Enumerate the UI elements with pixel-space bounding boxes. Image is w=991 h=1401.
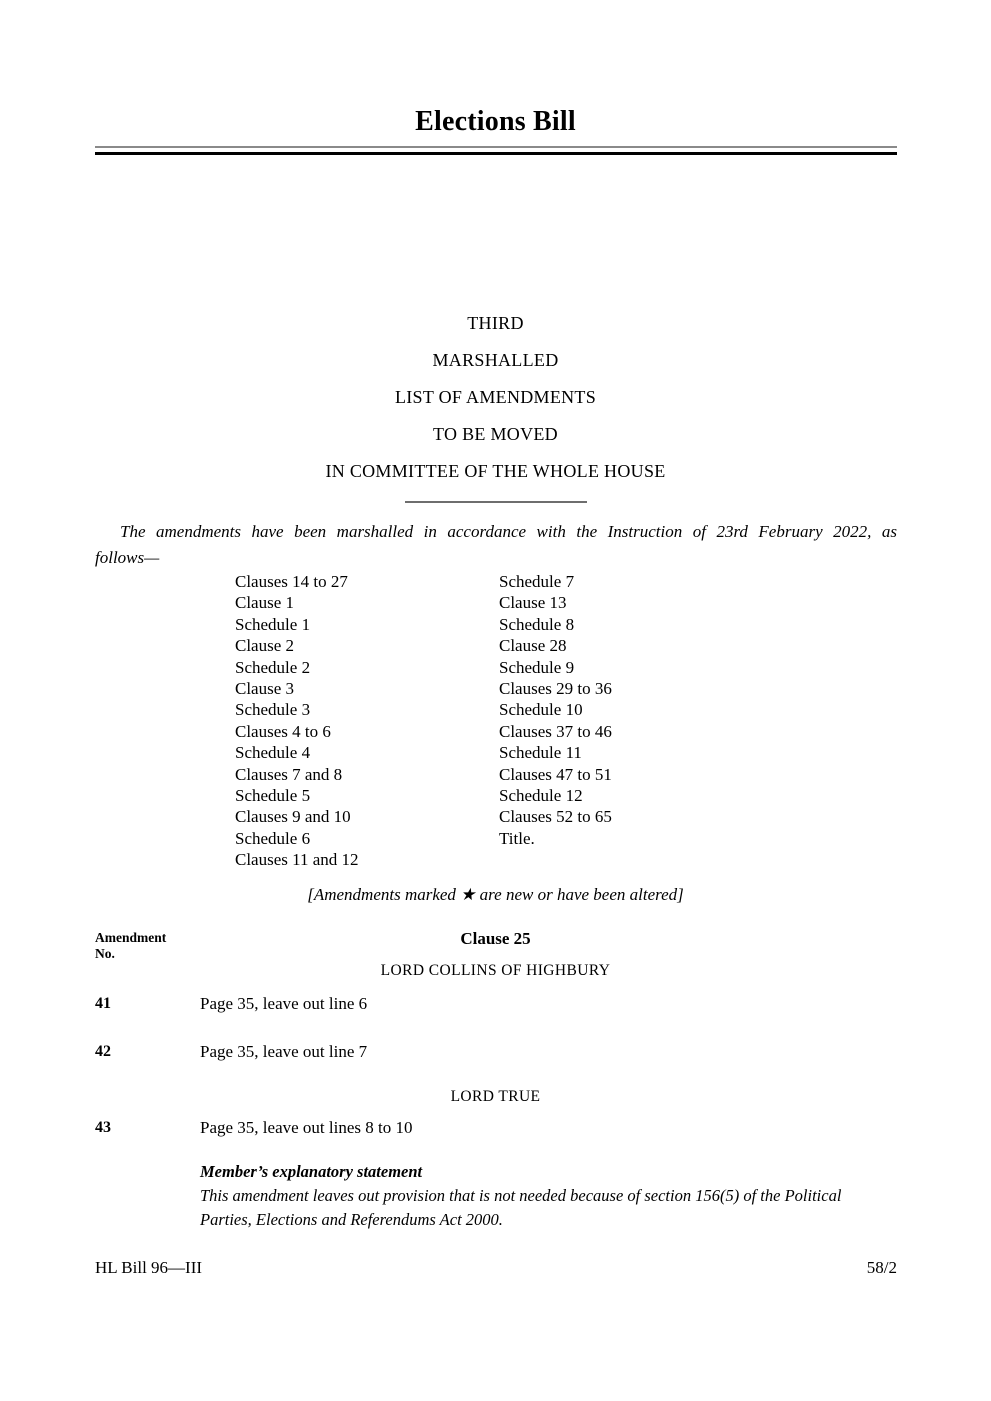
page-title: Elections Bill [415, 106, 576, 137]
marshalling-note-line: follows— [95, 548, 160, 567]
heading-block [0, 305, 991, 490]
bill-reference: HL Bill 96—III [95, 1258, 203, 1277]
marshalling-note [95, 519, 897, 571]
order-item: Schedule 4 [235, 743, 311, 763]
amendment-number: 43 [95, 1119, 111, 1136]
order-item: Title. [499, 828, 535, 848]
amendment-text: Page 35, leave out line 6 [200, 994, 368, 1013]
marshalling-note-line: The amendments have been marshalled in accordance with the Instruction of 23rd February 2022, as [120, 522, 897, 541]
mover-name: LORD TRUE [450, 1088, 541, 1105]
order-item: Schedule 11 [499, 743, 582, 763]
order-item: Clauses 9 and 10 [235, 807, 351, 827]
order-item: Clause 28 [499, 636, 567, 656]
heading-line: MARSHALLED [432, 350, 559, 370]
order-item: Schedule 3 [235, 700, 311, 720]
heading-line: LIST OF AMENDMENTS [394, 387, 597, 407]
order-item: Clause 1 [235, 593, 295, 613]
order-column-left [235, 571, 359, 871]
order-item: Schedule 9 [499, 657, 575, 677]
amendment-text: Page 35, leave out line 7 [200, 1042, 368, 1061]
order-item: Schedule 2 [235, 657, 311, 677]
order-item: Schedule 6 [235, 828, 311, 848]
order-item: Clause 2 [235, 636, 295, 656]
amendment-number: 41 [95, 995, 111, 1012]
order-item: Clause 3 [235, 679, 295, 699]
clause-header [0, 929, 991, 961]
amendment-row [0, 994, 991, 1016]
order-item: Clauses 11 and 12 [235, 850, 359, 870]
explanatory-statement [200, 1160, 855, 1232]
order-item: Schedule 10 [499, 700, 583, 720]
star-note: [Amendments marked ★ are new or have been altered] [307, 885, 684, 904]
page-code: 58/2 [866, 1258, 897, 1277]
amendment-number: 42 [95, 1043, 111, 1060]
heading-line: IN COMMITTEE OF THE WHOLE HOUSE [325, 461, 666, 481]
order-item: Clauses 52 to 65 [499, 807, 612, 827]
explanatory-statement-heading: Member’s explanatory statement [200, 1162, 423, 1181]
order-item: Clauses 4 to 6 [235, 721, 331, 741]
clause-title: Clause 25 [460, 929, 531, 948]
order-item: Clauses 37 to 46 [499, 721, 612, 741]
order-item: Schedule 5 [235, 786, 311, 806]
order-item: Clauses 29 to 36 [499, 679, 612, 699]
order-column-right [499, 571, 612, 849]
amendment-text: Page 35, leave out lines 8 to 10 [200, 1118, 413, 1137]
amendment-row [0, 1118, 991, 1140]
marshalling-order-list [0, 571, 991, 871]
order-item: Clauses 7 and 8 [235, 764, 343, 784]
order-item: Schedule 12 [499, 786, 583, 806]
heading-line: THIRD [467, 313, 524, 333]
order-item: Schedule 7 [499, 572, 575, 591]
order-item: Clause 13 [499, 593, 567, 613]
page-footer [95, 1258, 897, 1278]
amendment-row [0, 1042, 991, 1064]
order-item: Schedule 8 [499, 614, 575, 634]
order-item: Clauses 14 to 27 [235, 572, 348, 591]
order-item: Schedule 1 [235, 614, 311, 634]
heading-line: TO BE MOVED [433, 424, 558, 444]
explanatory-statement-text: This amendment leaves out provision that is not needed because of section 156(5) of the Political Parties, Elections and Referendums Act 2000. [200, 1186, 842, 1229]
order-item: Clauses 47 to 51 [499, 764, 612, 784]
amendment-no-column-label: Amendment No. [95, 930, 167, 961]
section-divider-rule [405, 501, 587, 503]
title-divider-rule [95, 146, 897, 155]
mover-name: LORD COLLINS OF HIGHBURY [380, 962, 611, 979]
